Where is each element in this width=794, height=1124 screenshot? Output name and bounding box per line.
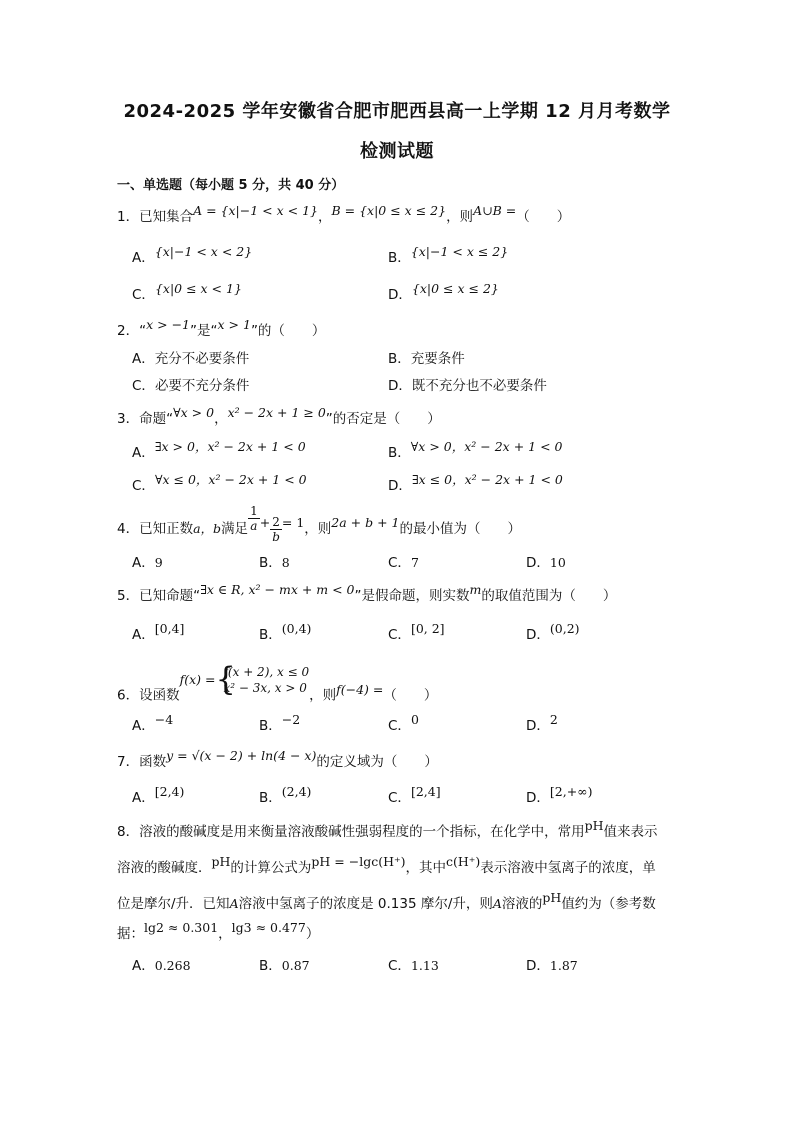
option-label: C． — [388, 790, 411, 806]
option-label: A． — [132, 958, 155, 974]
question-number: 7． — [117, 754, 140, 770]
option-label: D． — [388, 478, 412, 494]
option-label: B． — [388, 445, 411, 461]
question-8-option-b — [259, 954, 310, 974]
option-label: A． — [132, 627, 155, 643]
question-5-stem — [117, 584, 616, 604]
condition-expression: x > −1 — [146, 317, 190, 332]
page-title-line-2: 检测试题 — [360, 141, 434, 162]
option-value: 充要条件 — [410, 351, 465, 367]
question-3-option-d — [388, 474, 563, 494]
option-label: C． — [132, 287, 155, 303]
option-label: C． — [388, 958, 411, 974]
question-6-option-d — [526, 714, 558, 734]
option-label: C． — [388, 718, 411, 734]
question-3-stem — [117, 407, 441, 427]
option-value: 8 — [281, 555, 290, 570]
option-value: [2,+∞) — [549, 784, 593, 799]
question-text: 已知正数 — [139, 521, 194, 537]
option-value: 2 — [549, 712, 558, 727]
option-value: 9 — [154, 555, 163, 570]
fraction-one-over-a — [248, 504, 260, 533]
option-value: −4 — [154, 712, 174, 727]
option-value: (2,4) — [281, 784, 312, 799]
evaluation-expression: f(−4) = — [336, 681, 384, 697]
question-7-option-b — [259, 786, 311, 806]
option-label: A． — [132, 445, 155, 461]
option-value: 充分不必要条件 — [154, 351, 250, 367]
quantifier-expression: ∀x > 0 — [173, 405, 215, 420]
inequality-expression: x² − 2x + 1 ≥ 0 — [227, 405, 326, 420]
question-text: 值约为（参考数 — [561, 896, 656, 912]
function-name: f(x) = — [179, 671, 216, 687]
plus-sign: + — [259, 515, 271, 530]
question-text: 已知集合 — [139, 209, 194, 225]
question-text: ”是“ — [190, 323, 218, 339]
question-number: 5． — [117, 588, 140, 604]
option-label: B． — [388, 351, 411, 367]
option-value: ∀x > 0，x² − 2x + 1 < 0 — [410, 439, 563, 454]
question-4-stem — [117, 504, 521, 544]
question-text: 的定义域为（ ） — [316, 754, 438, 770]
question-text: ，其中 — [405, 860, 446, 876]
fraction-two-over-b — [270, 515, 282, 544]
option-value: [0, 2] — [410, 621, 445, 636]
question-text: “ — [139, 323, 147, 339]
reference-value-lg2: lg2 ≈ 0.301 — [144, 920, 219, 935]
question-text: ， — [317, 209, 332, 225]
question-4-option-b — [259, 551, 290, 571]
option-label: D． — [388, 378, 412, 394]
option-label: A． — [132, 351, 155, 367]
question-number: 3． — [117, 411, 140, 427]
variables-expression: a，b — [193, 521, 222, 536]
option-label: D． — [526, 958, 550, 974]
piecewise-brace: { — [215, 660, 236, 698]
question-8-stem-line-2 — [117, 856, 687, 876]
option-label: D． — [526, 790, 550, 806]
question-6-stem — [117, 660, 438, 712]
option-value: 必要不充分条件 — [154, 378, 250, 394]
option-label: C． — [132, 378, 155, 394]
question-1-option-b — [388, 246, 508, 266]
question-6-option-c — [388, 714, 419, 734]
question-text: ， — [218, 926, 232, 942]
option-label: B． — [388, 250, 411, 266]
question-4-option-a — [132, 551, 163, 571]
question-5-option-b — [259, 623, 311, 643]
question-text: 的计算公式为 — [230, 860, 312, 876]
question-2-option-b — [388, 347, 465, 367]
set-a-expression: A = {x|−1 < x < 1} — [193, 203, 318, 218]
question-text: 的最小值为（ ） — [399, 521, 521, 537]
question-8-option-c — [388, 954, 439, 974]
question-text: 表示溶液中氢离子的浓度，单 — [480, 860, 656, 876]
question-3-option-c — [132, 474, 307, 494]
question-1-option-c — [132, 283, 242, 303]
question-5-option-c — [388, 623, 445, 643]
option-value: {x|0 ≤ x < 1} — [154, 281, 242, 296]
question-4-option-c — [388, 551, 419, 571]
question-7-option-d — [526, 786, 592, 806]
option-label: B． — [259, 627, 282, 643]
question-text: 据： — [117, 926, 144, 942]
proposition-expression: ∃x ∈ R, x² − mx + m < 0 — [200, 582, 355, 597]
question-text: 溶液的 — [501, 896, 543, 912]
question-1-stem — [117, 205, 570, 225]
question-number: 6． — [117, 687, 140, 704]
question-text: 命题“ — [139, 411, 174, 427]
reference-value-lg3: lg3 ≈ 0.477 — [231, 920, 306, 935]
question-6-option-b — [259, 714, 300, 734]
option-label: A． — [132, 555, 155, 571]
option-value: {x|−1 < x ≤ 2} — [410, 244, 509, 259]
question-1-option-d — [388, 283, 499, 303]
question-8-stem-line-1 — [117, 820, 687, 840]
variable-m: m — [469, 582, 482, 597]
option-value: 1.13 — [410, 958, 439, 973]
question-text: 溶液的酸碱度． — [117, 860, 212, 876]
piecewise-case-2: x² − 3x, x > 0 — [223, 681, 307, 695]
question-text: 已知命题“ — [139, 588, 201, 604]
concentration-symbol: c(H⁺) — [445, 854, 481, 869]
question-text: ”的（ ） — [250, 323, 326, 339]
option-label: D． — [526, 718, 550, 734]
question-7-option-a — [132, 786, 184, 806]
option-value: 0 — [410, 712, 419, 727]
answer-blank: （ ） — [516, 209, 571, 225]
condition-expression: x > 1 — [217, 317, 251, 332]
question-8-stem-line-4 — [117, 922, 687, 942]
option-value: ∀x ≤ 0，x² − 2x + 1 < 0 — [154, 472, 307, 487]
ph-symbol: pH — [584, 818, 604, 833]
option-value: ∃x > 0，x² − 2x + 1 < 0 — [154, 439, 306, 454]
option-value: [0,4] — [154, 621, 185, 636]
question-text: ， — [214, 411, 228, 427]
question-text: ，则 — [446, 209, 474, 225]
question-3-option-b — [388, 441, 562, 461]
question-text: ，则 — [309, 687, 337, 704]
question-3-option-a — [132, 441, 306, 461]
question-5-option-d — [526, 623, 580, 643]
option-value: 0.87 — [281, 958, 310, 973]
option-value: 10 — [549, 555, 566, 570]
option-label: B． — [259, 555, 282, 571]
option-value: 既不充分也不必要条件 — [411, 378, 547, 394]
option-label: C． — [388, 555, 411, 571]
question-2-option-c — [132, 374, 249, 394]
question-text: 位是摩尔/升．已知 — [117, 896, 230, 912]
option-value: {x|−1 < x < 2} — [154, 244, 253, 259]
option-label: B． — [259, 958, 282, 974]
function-expression: y = √(x − 2) + ln(4 − x) — [166, 748, 317, 763]
option-label: C． — [388, 627, 411, 643]
question-4-option-d — [526, 551, 566, 571]
question-1-option-a — [132, 246, 252, 266]
equals-expression: = 1 — [281, 515, 305, 530]
option-label: A． — [132, 790, 155, 806]
ph-formula: pH = −lgc(H⁺) — [311, 854, 406, 869]
set-b-expression: B = {x|0 ≤ x ≤ 2} — [331, 203, 447, 218]
fraction-numerator: 2 — [270, 515, 282, 530]
option-label: B． — [259, 718, 282, 734]
option-value: ∃x ≤ 0，x² − 2x + 1 < 0 — [411, 472, 563, 487]
question-text: 溶液的酸碱度是用来衡量溶液酸碱性强弱程度的一个指标，在化学中，常用 — [139, 824, 585, 840]
question-7-option-c — [388, 786, 441, 806]
option-label: A． — [132, 718, 155, 734]
question-text: ”是假命题，则实数 — [354, 588, 470, 604]
question-2-stem — [117, 319, 325, 339]
option-value: 7 — [410, 555, 419, 570]
question-number: 8． — [117, 824, 140, 840]
fraction-numerator: 1 — [250, 504, 258, 518]
option-label: D． — [526, 627, 550, 643]
option-label: C． — [132, 478, 155, 494]
option-label: B． — [259, 790, 282, 806]
question-number: 2． — [117, 323, 140, 339]
question-text: 的取值范围为（ ） — [481, 588, 617, 604]
option-value: (0,4) — [281, 621, 312, 636]
option-value: {x|0 ≤ x ≤ 2} — [411, 281, 499, 296]
question-6-option-a — [132, 714, 173, 734]
fraction-denominator: b — [272, 530, 280, 544]
question-text: ） — [305, 926, 320, 942]
option-label: D． — [526, 555, 550, 571]
ph-symbol: pH — [542, 890, 562, 905]
page-title-line-1: 2024-2025 学年安徽省合肥市肥西县高一上学期 12 月月考数学 — [123, 101, 671, 122]
piecewise-definition — [215, 660, 310, 698]
question-text: ”的否定是（ ） — [325, 411, 441, 427]
option-value: 1.87 — [549, 958, 578, 973]
question-8-stem-line-3 — [117, 892, 687, 912]
answer-blank: （ ） — [383, 687, 438, 704]
question-7-stem — [117, 750, 438, 770]
question-5-option-a — [132, 623, 184, 643]
question-text: 设函数 — [139, 687, 180, 704]
section-heading-single-choice: 一、单选题（每小题 5 分，共 40 分） — [117, 178, 345, 193]
question-2-option-a — [132, 347, 249, 367]
question-8-option-d — [526, 954, 578, 974]
question-number: 4． — [117, 521, 140, 537]
solution-a: A — [229, 896, 239, 911]
option-label: A． — [132, 250, 155, 266]
option-value: [2,4) — [154, 784, 185, 799]
solution-a: A — [492, 896, 502, 911]
piecewise-case-1: f(x + 2), x ≤ 0 — [223, 665, 310, 679]
union-expression: A∪B = — [473, 203, 517, 218]
question-8-option-a — [132, 954, 191, 974]
question-text: 满足 — [221, 521, 249, 537]
option-value: (0,2) — [549, 621, 580, 636]
fraction-denominator: a — [250, 519, 258, 533]
option-value: 0.268 — [154, 958, 191, 973]
question-number: 1． — [117, 209, 140, 225]
question-text: ，则 — [304, 521, 332, 537]
option-label: D． — [388, 287, 412, 303]
option-value: [2,4] — [410, 784, 441, 799]
ph-symbol: pH — [211, 854, 231, 869]
question-text: 值来表示 — [603, 824, 658, 840]
question-text: 函数 — [139, 754, 167, 770]
objective-expression: 2a + b + 1 — [331, 515, 400, 530]
question-2-option-d — [388, 374, 547, 394]
question-text: 溶液中氢离子的浓度是 0.135 摩尔/升，则 — [238, 896, 493, 912]
option-value: −2 — [281, 712, 301, 727]
